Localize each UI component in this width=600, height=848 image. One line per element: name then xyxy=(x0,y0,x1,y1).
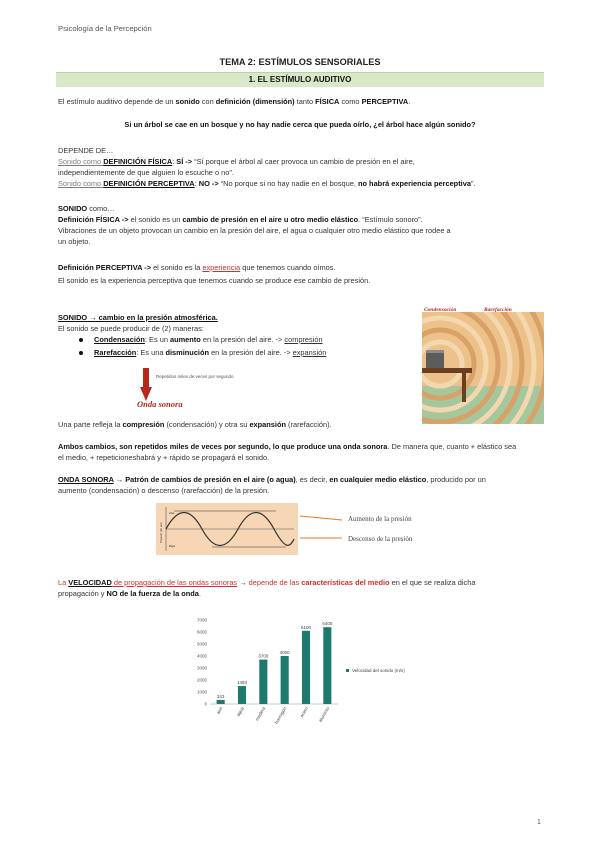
vibraciones-paragraph: Vibraciones de un objeto provocan un cambio en la presión del aire, el agua o cualquier otro medio elástico que rodee a un objeto. xyxy=(58,226,451,246)
bar-value-label: 1493 xyxy=(236,680,248,686)
maneras-line: El sonido se puede producir de (2) maneras: xyxy=(58,324,204,333)
speed-of-sound-bar-chart xyxy=(186,612,416,732)
page-number: 1 xyxy=(537,819,541,826)
rarefaccion-label: Rarefacción xyxy=(484,307,512,313)
bar-value-label: 6400 xyxy=(322,621,333,627)
down-arrow-icon xyxy=(140,368,152,402)
bar xyxy=(323,627,331,704)
baja-label: Baja xyxy=(169,544,176,548)
bar xyxy=(281,656,289,704)
bullet-dot xyxy=(79,351,83,355)
y-tick-label: 7000 xyxy=(196,617,207,623)
section-heading-band xyxy=(56,72,544,87)
legend-label: Velocidad del sonido (m/s) xyxy=(352,668,405,673)
bar xyxy=(238,686,246,704)
bar-value-label: 3700 xyxy=(258,653,269,659)
perceptiva-line: Definición PERCEPTIVA -> el sonido es la experiencia que tenemos cuando oímos. xyxy=(58,263,336,272)
section-heading: 1. EL ESTÍMULO AUDITIVO xyxy=(248,75,352,84)
category-label: agua xyxy=(235,706,245,718)
y-tick-label: 1000 xyxy=(196,689,207,695)
legend-swatch xyxy=(346,669,349,672)
refleja-line: Una parte refleja la compresión (condensación) y otra su expansión (rarefacción). xyxy=(58,420,332,429)
bar-value-label: 343 xyxy=(216,693,225,699)
bar xyxy=(302,631,310,704)
wave-ylabel: Presión del aire xyxy=(159,522,163,543)
y-tick-label: 4000 xyxy=(196,653,207,659)
experiencia-line: El sonido es la experiencia perceptiva que tenemos cuando se produce ese cambio de presión. xyxy=(58,276,371,285)
aumento-label: Aumento de la presión xyxy=(348,515,412,523)
y-tick-label: 6000 xyxy=(196,629,207,635)
wave-pointer-arrows xyxy=(300,512,344,542)
page-title: TEMA 2: ESTÍMULOS SENSORIALES xyxy=(219,57,381,67)
fisica-line: Definición FÍSICA -> el sonido es un cambio de presión en el aire u otro medio elástico. “Estímulo sonoro”. xyxy=(58,215,423,224)
running-header: Psicología de la Percepción xyxy=(58,24,152,33)
depende-label: DEPENDE DE… xyxy=(58,146,114,155)
bullet-rarefaccion: Rarefacción: Es una disminución en la presión del aire. -> expansión xyxy=(94,348,327,357)
sonido-cambio: SONIDO → cambio en la presión atmosférica. xyxy=(58,313,218,322)
bar xyxy=(259,660,267,704)
bar xyxy=(217,700,225,704)
sonido-como: SONIDO como… xyxy=(58,204,115,213)
y-tick-label: 3000 xyxy=(196,665,207,671)
intro-paragraph: El estímulo auditivo depende de un sonido con definición (dimensión) tanto FÍSICA como PERCEPTIVA. xyxy=(58,97,411,106)
descenso-label: Descenso de la presión xyxy=(348,535,413,543)
bar-value-label: 4000 xyxy=(279,650,290,655)
definition-perceptiva: Sonido como DEFINICIÓN PERCEPTIVA: NO -> “No porque si no hay nadie en el bosque, no habrá experiencia perceptiva”. xyxy=(58,179,476,188)
condensacion-label: Condensación xyxy=(424,307,457,313)
definition-fisica: Sonido como DEFINICIÓN FÍSICA: SÍ -> “Sí porque el árbol al caer provoca un cambio de presión en el aire, independientemente de que alguien lo escuche o no”. xyxy=(58,157,415,177)
category-label: aluminio xyxy=(317,706,331,724)
question-line: Si un árbol se cae en un bosque y no hay nadie cerca que pueda oírlo, ¿el árbol hace algún sonido? xyxy=(124,120,476,129)
onda-sonora-label: Onda sonora xyxy=(137,399,183,409)
arrow-caption: Repetidos miles de veces por segundo xyxy=(156,374,234,379)
bullet-dot xyxy=(79,338,83,342)
y-tick-label: 5000 xyxy=(196,641,207,647)
category-label: madera xyxy=(254,706,267,722)
velocidad-paragraph: La VELOCIDAD de propagación de las ondas sonoras → depende de las características del medio en el que se realiza dicha propagación y NO de la fuerza de la onda. xyxy=(58,578,476,598)
sound-source-illustration xyxy=(422,302,544,424)
onda-sonora-definition: ONDA SONORA → Patrón de cambios de presión en el aire (o agua), es decir, en cualquier medio elástico, producido por un aumento (condensación) o descenso (rarefacción) de la presión. xyxy=(58,475,486,495)
alta-label: Alta xyxy=(169,511,175,515)
pressure-wave-figure xyxy=(156,503,298,555)
bar-value-label: 6100 xyxy=(300,624,312,630)
category-label: hormigón xyxy=(273,706,288,725)
bullet-condensacion: Condensación: Es un aumento en la presión del aire. -> compresión xyxy=(94,335,323,344)
ambos-paragraph: Ambos cambios, son repetidos miles de veces por segundo, lo que produce una onda sonora. De manera que, cuanto + elástico sea el medio, + repeticioneshabrá y + rápido se propagará el sonido. xyxy=(58,442,517,462)
category-label: acero xyxy=(298,706,309,719)
category-label: aire xyxy=(215,706,224,716)
y-tick-label: 0 xyxy=(204,701,207,707)
y-tick-label: 2000 xyxy=(196,677,207,683)
